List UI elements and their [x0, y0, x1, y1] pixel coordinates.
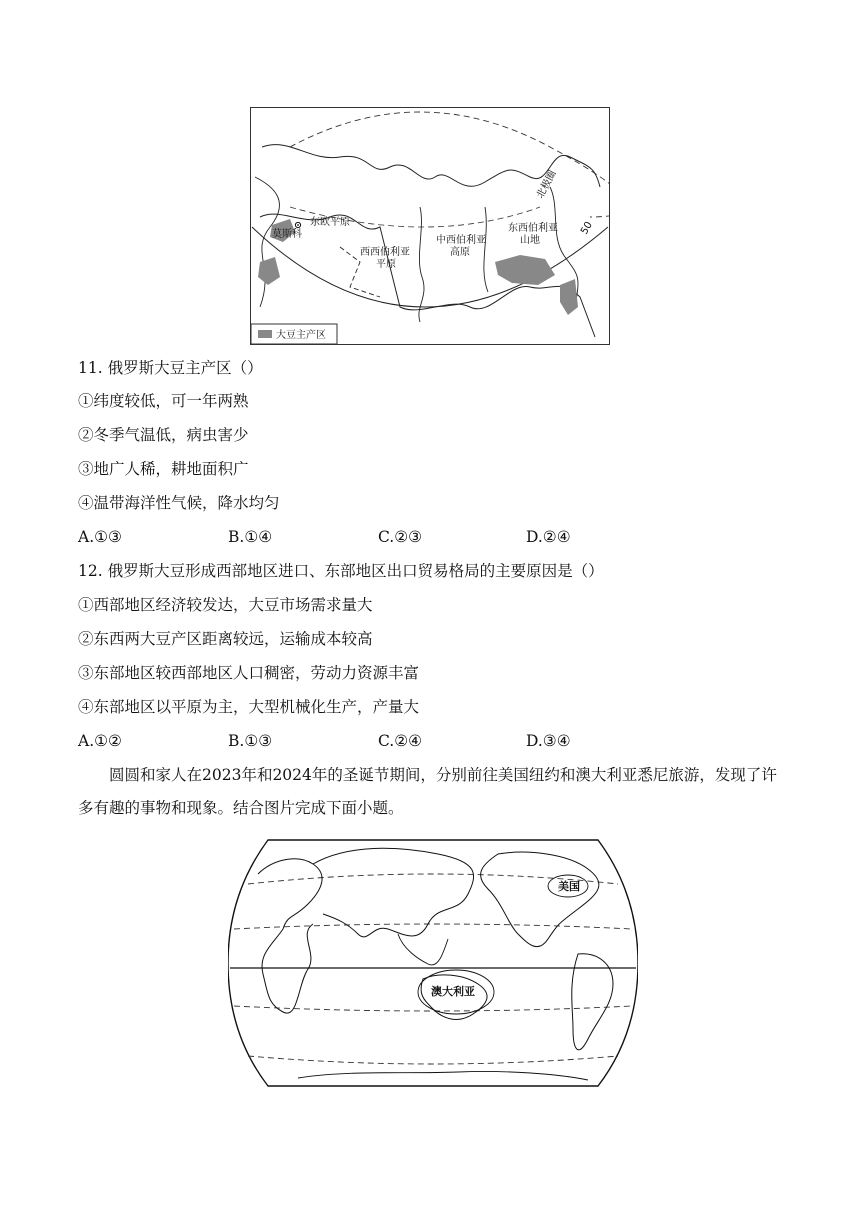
q12-option-c[interactable]: C.②④	[378, 732, 423, 750]
label-latitude: 50	[579, 219, 595, 237]
label-central-siberia-1: 中西伯利亚	[436, 235, 486, 246]
q12-option-b[interactable]: B.①③	[228, 732, 273, 750]
q12-item-4: ④东部地区以平原为主，大型机械化生产，产量大	[78, 698, 420, 716]
q11-item-3: ③地广人稀，耕地面积广	[78, 460, 249, 478]
world-map	[228, 834, 638, 1092]
q12-stem: 12. 俄罗斯大豆形成西部地区进口、东部地区出口贸易格局的主要原因是（）	[78, 562, 604, 580]
q12-item-1: ①西部地区经济较发达，大豆市场需求量大	[78, 596, 373, 614]
label-west-siberia-2: 平原	[376, 259, 396, 270]
q11-option-a[interactable]: A.①③	[78, 528, 122, 546]
label-east-siberia-1: 东西伯利亚	[508, 223, 558, 234]
label-australia: 澳大利亚	[431, 985, 475, 998]
q11-option-b[interactable]: B.①④	[228, 528, 273, 546]
q11-option-d[interactable]: D.②④	[526, 528, 571, 546]
russia-soybean-map	[250, 107, 610, 345]
intro-paragraph: 圆圆和家人在2023年和2024年的圣诞节期间，分别前往美国纽约和澳大利亚悉尼旅游，发现了许多有趣的事物和现象。结合图片完成下面小题。	[78, 766, 777, 817]
label-moscow: 莫斯科	[272, 229, 302, 240]
label-east-europe-plain: 东欧平原	[310, 217, 350, 228]
q11-stem: 11. 俄罗斯大豆主产区（）	[78, 359, 263, 377]
label-east-siberia-2: 山地	[520, 235, 540, 246]
label-usa: 美国	[558, 880, 580, 893]
label-central-siberia-2: 高原	[450, 247, 470, 258]
q12-option-d[interactable]: D.③④	[526, 732, 571, 750]
q11-item-4: ④温带海洋性气候，降水均匀	[78, 494, 280, 512]
q11-option-c[interactable]: C.②③	[378, 528, 423, 546]
q11-item-1: ①纬度较低，可一年两熟	[78, 392, 249, 410]
q12-option-a[interactable]: A.①②	[78, 732, 122, 750]
q12-item-3: ③东部地区较西部地区人口稠密，劳动力资源丰富	[78, 664, 420, 682]
q11-item-2: ②冬季气温低，病虫害少	[78, 426, 249, 444]
label-west-siberia-1: 西西伯利亚	[360, 247, 410, 258]
legend-label: 大豆主产区	[276, 330, 326, 341]
label-arctic-circle: 北极圈	[534, 168, 559, 201]
legend-swatch	[258, 330, 272, 338]
q12-item-2: ②东西两大豆产区距离较远，运输成本较高	[78, 630, 373, 648]
